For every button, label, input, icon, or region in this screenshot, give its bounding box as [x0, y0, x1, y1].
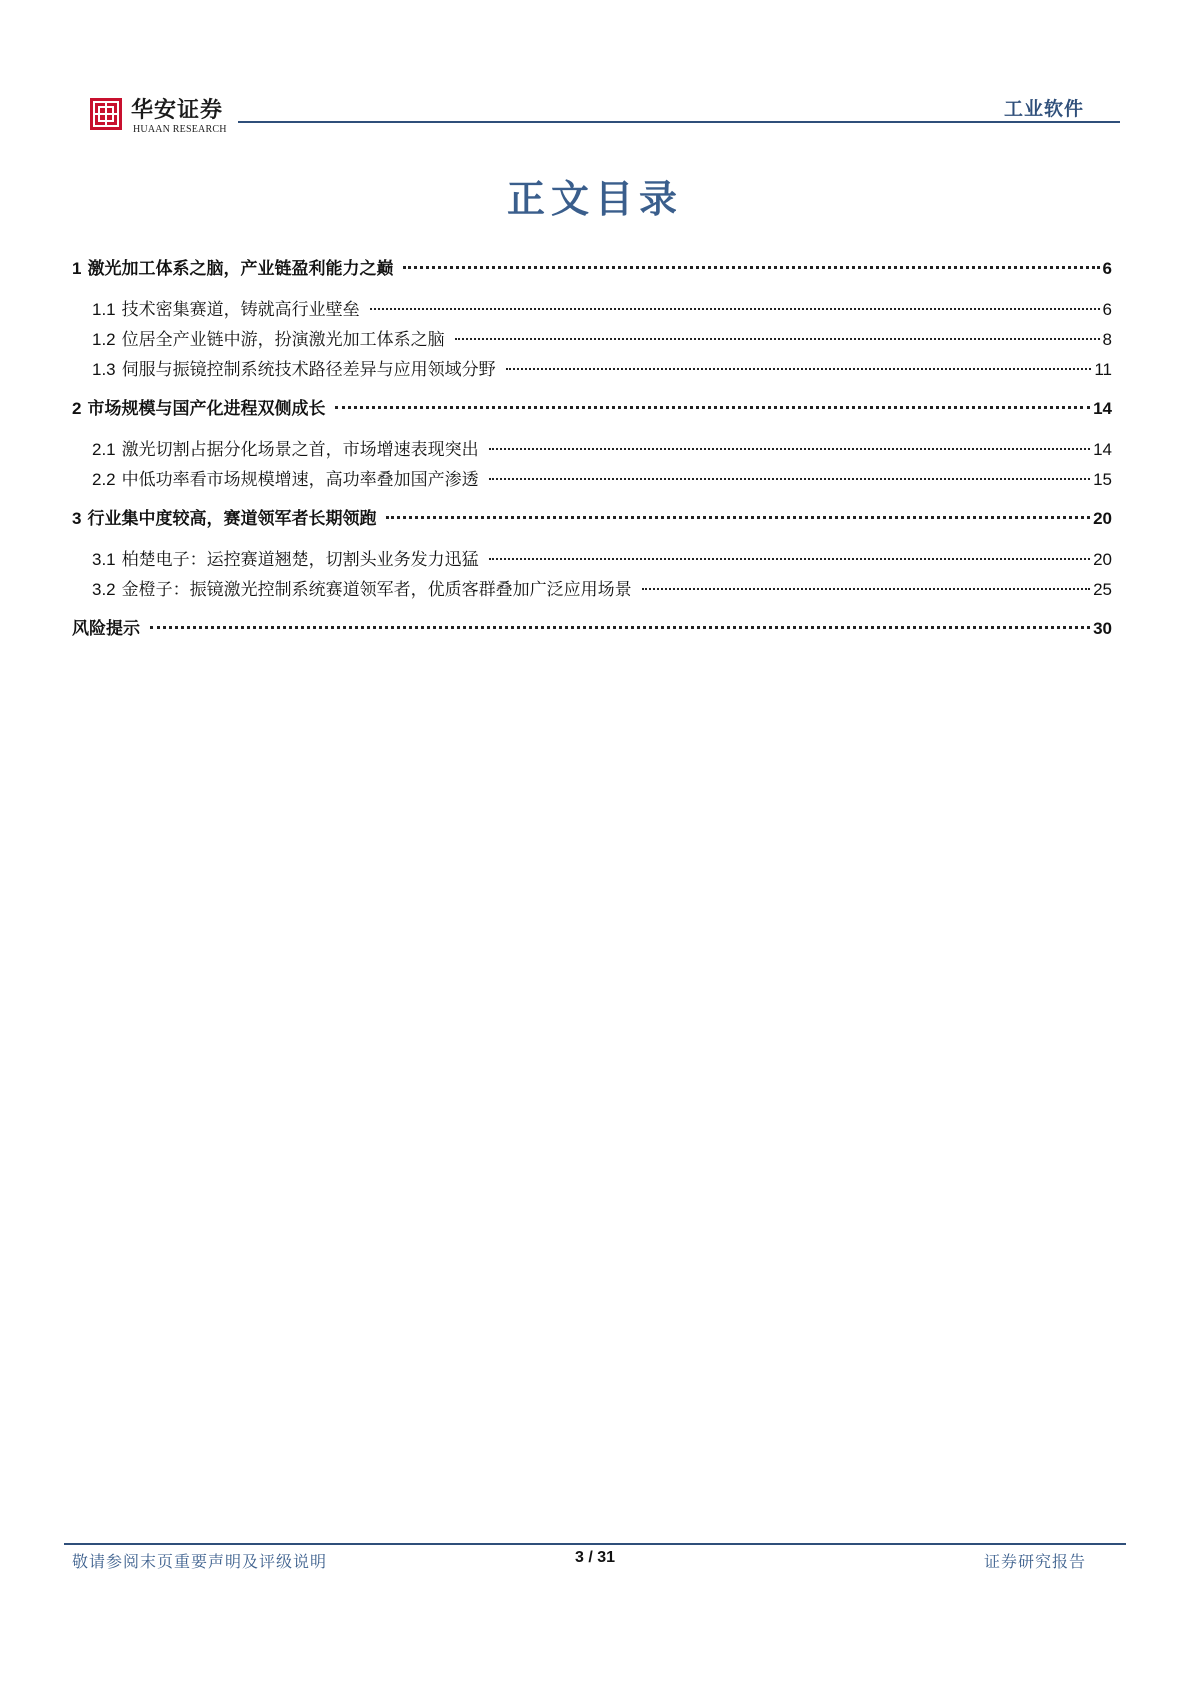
toc-number: 2.1 [92, 440, 116, 459]
toc-title: 中低功率看市场规模增速，高功率叠加国产渗透 [121, 470, 479, 490]
footer-divider [64, 1543, 1126, 1545]
toc-leader [370, 308, 1100, 310]
toc-page: 15 [1093, 470, 1112, 489]
toc-number: 3 [72, 509, 82, 528]
toc-number: 2.2 [92, 470, 116, 489]
toc-page: 30 [1093, 619, 1112, 638]
page-header [86, 88, 1120, 138]
toc-leader [489, 448, 1090, 450]
toc-page: 8 [1102, 330, 1112, 349]
toc-title: 技术密集赛道，铸就高行业壁垒 [121, 300, 360, 320]
toc-title: 行业集中度较高，赛道领军者长期领跑 [87, 509, 377, 529]
logo-english-name: HUAAN RESEARCH [133, 124, 227, 135]
toc-leader [403, 266, 1099, 269]
huaan-logo-icon [89, 97, 123, 131]
toc-entry[interactable] [72, 295, 1112, 321]
toc-entry[interactable] [72, 435, 1112, 461]
toc-number: 3.2 [92, 580, 116, 599]
toc-number: 1.2 [92, 330, 116, 349]
toc-leader [455, 338, 1100, 340]
toc-title: 位居全产业链中游，扮演激光加工体系之脑 [121, 330, 445, 350]
toc-entry[interactable] [72, 254, 1112, 280]
toc-entry[interactable] [72, 504, 1112, 530]
toc-leader [506, 368, 1092, 370]
toc-leader [489, 558, 1090, 560]
toc-page: 6 [1102, 300, 1112, 319]
toc-title: 柏楚电子：运控赛道翘楚，切割头业务发力迅猛 [121, 550, 479, 570]
toc-title: 伺服与振镜控制系统技术路径差异与应用领域分野 [121, 360, 496, 380]
toc-entry[interactable] [72, 325, 1112, 351]
toc-leader [335, 406, 1090, 409]
toc-number: 3.1 [92, 550, 116, 569]
toc-page: 25 [1093, 580, 1112, 599]
toc-page: 20 [1093, 509, 1112, 528]
logo-chinese-name: 华安证券 [131, 97, 224, 123]
toc-entry[interactable] [72, 614, 1112, 640]
header-divider [238, 121, 1120, 123]
toc-entry[interactable] [72, 545, 1112, 571]
toc-leader [642, 588, 1090, 590]
toc-page: 14 [1093, 399, 1112, 418]
toc-title: 金橙子：振镜激光控制系统赛道领军者，优质客群叠加广泛应用场景 [121, 580, 632, 600]
report-type-label: 证券研究报告 [983, 1552, 1086, 1571]
sector-label: 工业软件 [1003, 98, 1084, 120]
toc-page: 20 [1093, 550, 1112, 569]
toc-leader [489, 478, 1090, 480]
page-title: 正文目录 [506, 176, 683, 221]
disclaimer-notice: 敬请参阅末页重要声明及评级说明 [72, 1552, 328, 1571]
toc-page: 6 [1102, 259, 1112, 278]
toc-number: 2 [72, 399, 82, 418]
toc-title: 激光加工体系之脑，产业链盈利能力之巅 [87, 259, 394, 279]
toc-number: 1.1 [92, 300, 116, 319]
toc-title: 市场规模与国产化进程双侧成长 [87, 399, 326, 419]
toc-number: 1 [72, 259, 82, 278]
toc-page: 14 [1093, 440, 1112, 459]
toc-title: 风险提示 [72, 619, 140, 639]
toc-number: 1.3 [92, 360, 116, 379]
toc-page: 11 [1094, 360, 1112, 379]
toc-entry[interactable] [72, 355, 1112, 381]
toc-entry[interactable] [72, 575, 1112, 601]
toc-leader [150, 626, 1090, 629]
toc-title: 激光切割占据分化场景之首，市场增速表现突出 [121, 440, 479, 460]
toc-leader [386, 516, 1090, 519]
toc-entry[interactable] [72, 465, 1112, 491]
toc-entry[interactable] [72, 394, 1112, 420]
page-number: 3 / 31 [574, 1549, 616, 1566]
